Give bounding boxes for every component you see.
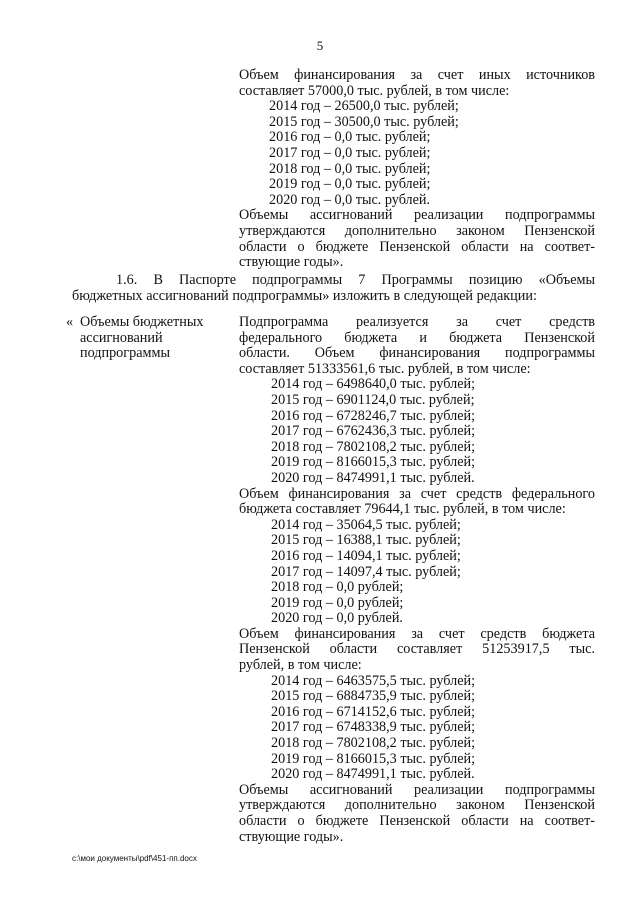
year-line: 2014 год – 6463575,5 тыс. рублей; xyxy=(271,672,476,689)
year-line: 2016 год – 0,0 тыс. рублей; xyxy=(269,129,431,146)
funding-content xyxy=(239,315,595,845)
file-path-footer: c:\мои документы\pdf\451-пп.docx xyxy=(72,854,197,863)
closing-line: ствующие годы». xyxy=(239,254,344,271)
federal-intro-line: бюджета составляет 79644,1 тыс. рублей, в том числе: xyxy=(239,501,566,518)
year-line: 2015 год – 6901124,0 тыс. рублей; xyxy=(271,391,475,408)
year-line: 2020 год – 8474991,1 тыс. рублей. xyxy=(271,469,475,486)
regional-intro-line: Объем финансирования за счет средств бюджета xyxy=(239,625,595,642)
closing-line: области о бюджете Пензенской области на соответ- xyxy=(239,238,595,255)
federal-intro-line: Объем финансирования за счет средств федерального xyxy=(239,485,595,502)
year-line: 2018 год – 0,0 рублей; xyxy=(271,579,404,596)
closing-line: ствующие годы». xyxy=(239,828,344,845)
other-sources-intro-line: Объем финансирования за счет иных источников xyxy=(239,67,595,83)
label-line: ассигнований xyxy=(80,329,163,346)
regional-intro-line: рублей, в том числе: xyxy=(239,657,362,674)
total-intro-line: Подпрограмма реализуется за счет средств xyxy=(239,314,595,330)
other-sources-block xyxy=(239,68,595,271)
year-line: 2017 год – 14097,4 тыс. рублей; xyxy=(271,563,461,580)
year-line: 2017 год – 0,0 тыс. рублей; xyxy=(269,144,431,161)
year-line: 2017 год – 6748338,9 тыс. рублей; xyxy=(271,719,476,736)
year-line: 2018 год – 7802108,2 тыс. рублей; xyxy=(271,735,476,752)
year-line: 2015 год – 16388,1 тыс. рублей; xyxy=(271,532,461,549)
year-line: 2019 год – 8166015,3 тыс. рублей; xyxy=(271,454,476,471)
label-line: Объемы бюджетных xyxy=(80,314,204,330)
year-line: 2018 год – 0,0 тыс. рублей; xyxy=(269,160,431,177)
year-line: 2014 год – 6498640,0 тыс. рублей; xyxy=(271,376,476,393)
total-intro-line: области. Объем финансирования подпрограммы xyxy=(239,345,595,362)
other-sources-intro-line: составляет 57000,0 тыс. рублей, в том числе: xyxy=(239,82,510,99)
year-line: 2020 год – 0,0 тыс. рублей. xyxy=(269,191,431,208)
year-line: 2019 год – 0,0 рублей; xyxy=(271,594,404,611)
total-intro-line: федерального бюджета и бюджета Пензенской xyxy=(239,329,595,346)
year-line: 2018 год – 7802108,2 тыс. рублей; xyxy=(271,438,476,455)
year-line: 2016 год – 6714152,6 тыс. рублей; xyxy=(271,703,476,720)
label-line: подпрограммы xyxy=(80,345,170,362)
year-line: 2016 год – 14094,1 тыс. рублей; xyxy=(271,547,461,564)
year-line: 2015 год – 30500,0 тыс. рублей; xyxy=(269,113,459,130)
year-line: 2017 год – 6762436,3 тыс. рублей; xyxy=(271,423,476,440)
total-intro-line: составляет 51333561,6 тыс. рублей, в том числе: xyxy=(239,360,531,377)
year-line: 2014 год – 26500,0 тыс. рублей; xyxy=(269,98,459,115)
section-1-6-line: 1.6. В Паспорте подпрограммы 7 Программы позицию «Объемы xyxy=(116,272,595,288)
closing-line: области о бюджете Пензенской области на соответ- xyxy=(239,813,595,829)
closing-line: утверждаются дополнительно законом Пензенской xyxy=(239,797,595,814)
year-line: 2016 год – 6728246,7 тыс. рублей; xyxy=(271,407,476,424)
page-number: 5 xyxy=(316,38,324,53)
closing-line: Объемы ассигнований реализации подпрограммы xyxy=(239,781,595,798)
year-line: 2020 год – 8474991,1 тыс. рублей. xyxy=(271,766,475,783)
year-line: 2019 год – 8166015,3 тыс. рублей; xyxy=(271,750,476,767)
section-1-6-line: бюджетных ассигнований подпрограммы» изложить в следующей редакции: xyxy=(72,287,537,304)
closing-line: Объемы ассигнований реализации подпрограммы xyxy=(239,207,595,224)
regional-intro-line: Пензенской области составляет 51253917,5 тыс. xyxy=(239,641,595,658)
year-line: 2020 год – 0,0 рублей. xyxy=(271,610,403,627)
year-line: 2019 год – 0,0 тыс. рублей; xyxy=(269,176,431,193)
closing-line: утверждаются дополнительно законом Пензенской xyxy=(239,222,595,239)
year-line: 2014 год – 35064,5 тыс. рублей; xyxy=(271,516,461,533)
year-line: 2015 год – 6884735,9 тыс. рублей; xyxy=(271,688,476,705)
opening-quote: « xyxy=(66,314,74,330)
section-1-6 xyxy=(72,273,595,304)
